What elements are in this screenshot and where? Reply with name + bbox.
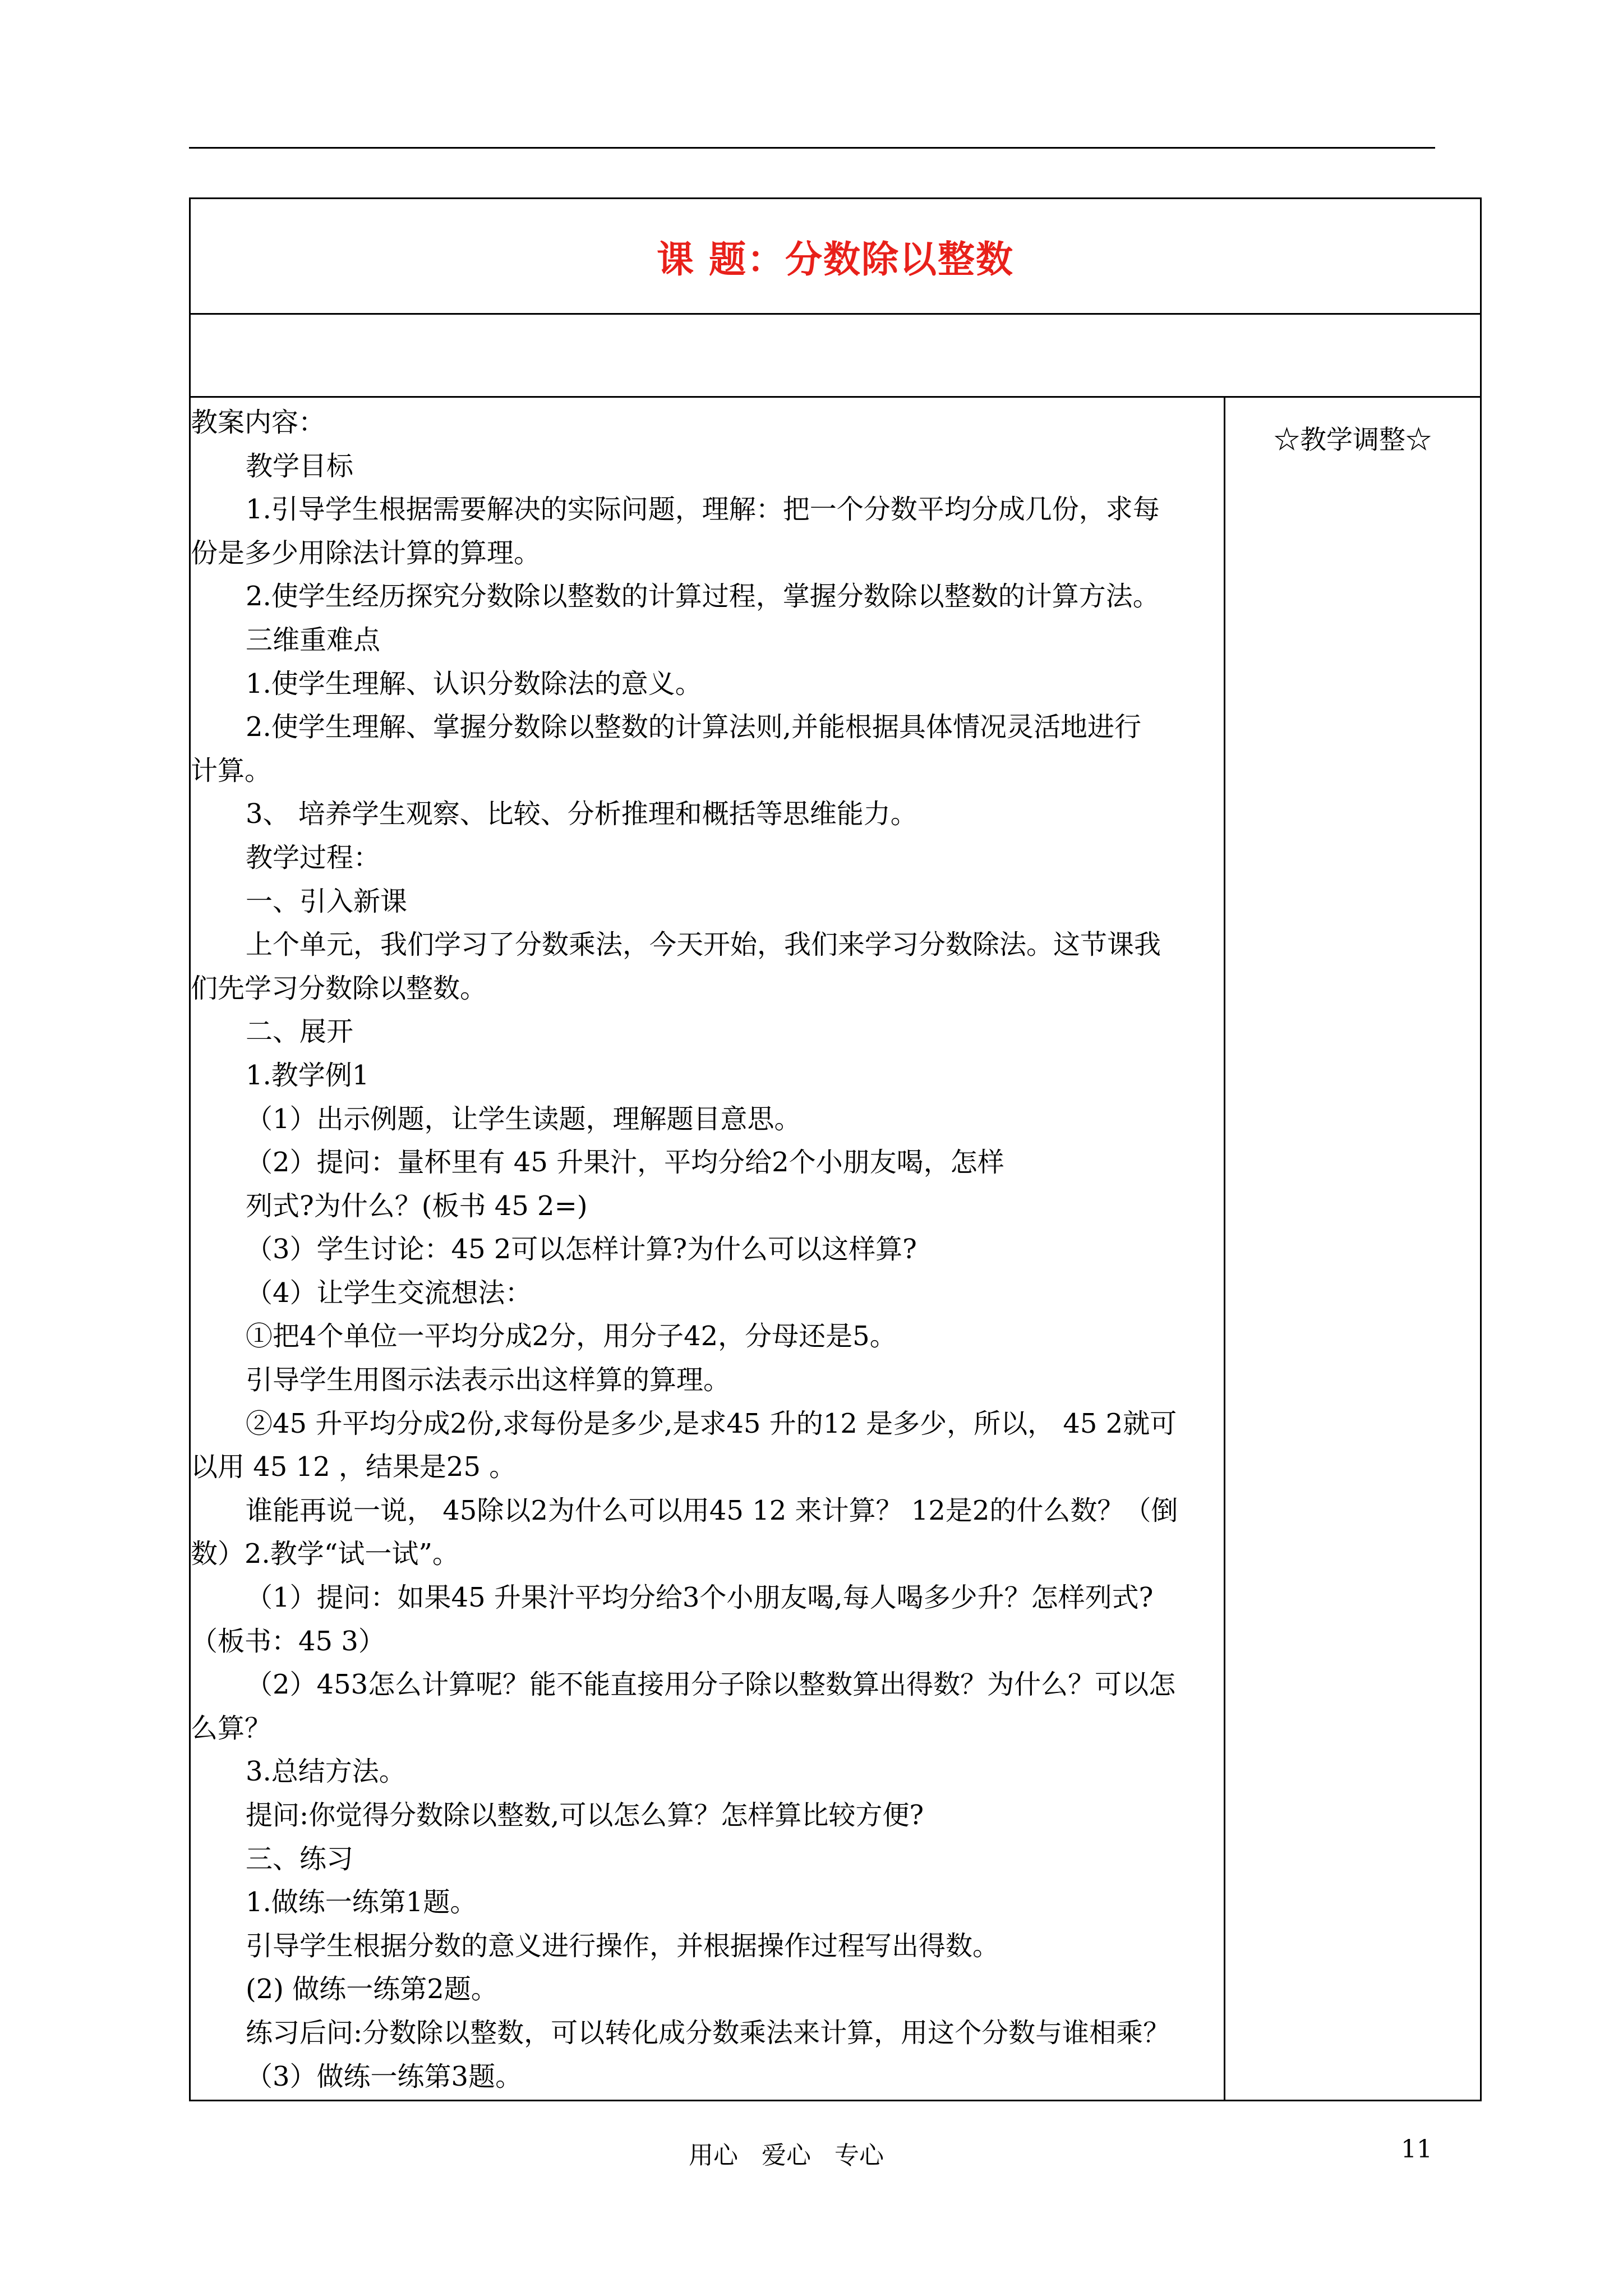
- adjustment-label: ☆教学调整☆: [1274, 425, 1432, 455]
- content-line: ①把4个单位一平均分成2分，用分子42，分母还是5。: [246, 1320, 897, 1352]
- content-line: 么算？: [191, 1712, 272, 1744]
- content-line: 二、展开: [246, 1016, 354, 1048]
- content-line: （板书：45 3）: [191, 1625, 385, 1657]
- content-line: （4）让学生交流想法：: [246, 1277, 532, 1309]
- header-rule: [189, 147, 1435, 149]
- content-line: （2）提问：量杯里有 45 升果汁，平均分给2个小朋友喝，怎样: [246, 1147, 1004, 1179]
- content-line: 三维重难点: [246, 624, 381, 656]
- content-line: 们先学习分数除以整数。: [191, 972, 487, 1004]
- content-line: (2) 做练一练第2题。: [246, 1973, 498, 2005]
- content-line: 2.使学生经历探究分数除以整数的计算过程，掌握分数除以整数的计算方法。: [246, 581, 1160, 613]
- content-line: 一、引入新课: [246, 885, 408, 917]
- content-line: ②45 升平均分成2份,求每份是多少,是求45 升的12 是多少，所以， 45 2就可: [246, 1407, 1177, 1439]
- content-line: 1.做练一练第1题。: [246, 1887, 477, 1918]
- blank-row: [191, 315, 1480, 398]
- content-line: 以用 45 12 ，结果是25 。: [191, 1451, 517, 1483]
- content-line: 数）2.教学“试一试”。: [191, 1538, 459, 1570]
- content-cell: [191, 398, 1225, 2100]
- content-line: （1）提问：如果45 升果汁平均分给3个小朋友喝,每人喝多少升？怎样列式?: [246, 1582, 1154, 1614]
- content-line: （2）453怎么计算呢？能不能直接用分子除以整数算出得数？为什么？可以怎: [246, 1669, 1176, 1701]
- content-line: （1）出示例题，让学生读题，理解题目意思。: [246, 1103, 801, 1135]
- content-line: 3.总结方法。: [246, 1756, 406, 1788]
- content-line: 1.使学生理解、认识分数除法的意义。: [246, 668, 702, 700]
- content-line: 列式?为什么？(板书 45 2=): [246, 1190, 588, 1222]
- content-line: 引导学生用图示法表示出这样算的算理。: [246, 1364, 731, 1396]
- content-line: 上个单元，我们学习了分数乘法，今天开始，我们来学习分数除法。这节课我: [246, 929, 1161, 961]
- title-row: [191, 199, 1480, 315]
- adjustment-cell: [1225, 398, 1480, 2100]
- content-line: 练习后问:分数除以整数，可以转化成分数乘法来计算，用这个分数与谁相乘？: [246, 2017, 1170, 2049]
- lesson-title: 课 题：分数除以整数: [657, 237, 1014, 281]
- content-line: 3、 培养学生观察、比较、分析推理和概括等思维能力。: [246, 798, 917, 830]
- content-line: 教学过程：: [246, 841, 381, 873]
- lesson-table: [189, 197, 1482, 2101]
- content-line: 谁能再说一说， 45除以2为什么可以用45 12 来计算？ 12是2的什么数？（倒: [246, 1494, 1178, 1526]
- content-line: 计算。: [191, 754, 272, 786]
- content-line: （3）做练一练第3题。: [246, 2060, 523, 2092]
- content-lines: [191, 401, 1221, 2099]
- content-line: 1.引导学生根据需要解决的实际问题，理解：把一个分数平均分成几份，求每: [246, 494, 1160, 526]
- content-line: 三、练习: [246, 1843, 354, 1875]
- content-line: 份是多少用除法计算的算理。: [191, 537, 541, 569]
- content-line: 教学目标: [246, 450, 354, 482]
- content-line: 1.教学例1: [246, 1059, 370, 1091]
- content-line: 教案内容：: [191, 407, 326, 438]
- content-line: （3）学生讨论：45 2可以怎样计算?为什么可以这样算?: [246, 1234, 917, 1266]
- content-line: 2.使学生理解、掌握分数除以整数的计算法则,并能根据具体情况灵活地进行: [246, 711, 1142, 743]
- content-line: 提问:你觉得分数除以整数,可以怎么算？怎样算比较方便?: [246, 1800, 924, 1831]
- page-number: 11: [1401, 2135, 1432, 2164]
- content-line: 引导学生根据分数的意义进行操作，并根据操作过程写出得数。: [246, 1930, 1000, 1962]
- footer-motto: 用心 爱心 专心: [689, 2141, 884, 2170]
